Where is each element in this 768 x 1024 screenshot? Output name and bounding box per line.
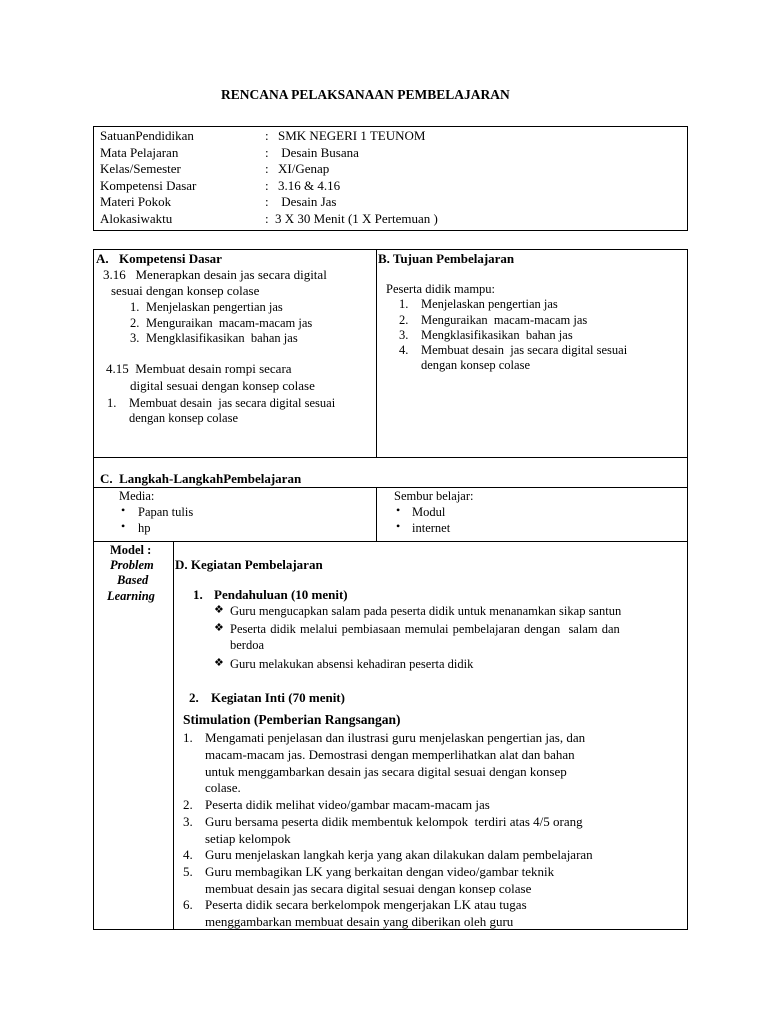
kd1-line2: sesuai dengan konsep colase — [111, 283, 260, 298]
identity-separator: : — [265, 194, 269, 209]
model-line2: Based — [117, 573, 149, 587]
stimulation-heading: Stimulation (Pemberian Rangsangan) — [183, 712, 401, 727]
sumber-label: Sembur belajar: — [394, 489, 474, 503]
identity-separator: : — [265, 211, 269, 226]
identity-label: Kompetensi Dasar — [100, 178, 197, 193]
bullet-icon: • — [396, 519, 401, 533]
identity-separator: : — [265, 161, 269, 176]
step-line: membuat desain jas secara digital sesuai dengan konsep colase — [205, 881, 532, 896]
inti-heading: Kegiatan Inti (70 menit) — [211, 690, 345, 705]
diamond-bullet-icon: ❖ — [214, 657, 224, 669]
identity-label: SatuanPendidikan — [100, 128, 194, 143]
step-line: untuk menggambarkan desain jas secara digital sesuai dengan konsep — [205, 764, 567, 779]
identity-value: 3 X 30 Menit (1 X Pertemuan ) — [275, 211, 438, 226]
bullet-icon: • — [396, 503, 401, 517]
kd2-item-num: 1. — [107, 396, 117, 410]
identity-value: 3.16 & 4.16 — [278, 178, 341, 193]
divider-row2 — [93, 487, 688, 488]
pendahuluan-heading: Pendahuluan (10 menit) — [214, 587, 348, 602]
identity-label: Materi Pokok — [100, 194, 172, 209]
media-label: Media: — [119, 489, 155, 503]
tujuan-item: Membuat desain jas secara digital sesuai — [421, 343, 628, 357]
identity-value: Desain Jas — [278, 194, 337, 209]
kd1-item: Mengklasifikasikan bahan jas — [146, 331, 298, 345]
model-line1: Problem — [110, 558, 154, 572]
media-item: hp — [138, 521, 151, 535]
tujuan-item: Mengklasifikasikan bahan jas — [421, 328, 573, 342]
step-line: Guru membagikan LK yang berkaitan dengan video/gambar teknik — [205, 864, 555, 879]
diamond-bullet-icon: ❖ — [214, 604, 224, 616]
tujuan-item-num: 1. — [399, 297, 409, 311]
kd1-line1: 3.16 Menerapkan desain jas secara digital — [103, 267, 327, 282]
tujuan-item-line2: dengan konsep colase — [421, 358, 530, 372]
step-num: 3. — [183, 814, 193, 829]
kd1-item: Menguraikan macam-macam jas — [146, 316, 313, 330]
sumber-item: internet — [412, 521, 451, 535]
model-label: Model : — [110, 543, 152, 557]
tujuan-intro: Peserta didik mampu: — [386, 282, 496, 296]
tujuan-item-num: 3. — [399, 328, 409, 342]
pendahuluan-item-line2: berdoa — [230, 638, 265, 652]
kd2-item-line2: dengan konsep colase — [129, 411, 238, 425]
bullet-icon: • — [121, 503, 126, 517]
identity-separator: : — [265, 145, 269, 160]
step-line: menggambarkan membuat desain yang diberikan oleh guru — [205, 914, 514, 929]
section-a-heading: Kompetensi Dasar — [119, 251, 222, 266]
step-num: 2. — [183, 797, 193, 812]
kd1-item-num: 3. — [130, 331, 140, 345]
kd2-line1: 4.15 Membuat desain rompi secara — [106, 361, 292, 376]
identity-separator: : — [265, 128, 269, 143]
step-num: 6. — [183, 897, 193, 912]
divider-model — [173, 541, 174, 930]
divider-media — [376, 487, 377, 541]
kd1-item: Menjelaskan pengertian jas — [146, 300, 283, 314]
pendahuluan-item: Guru mengucapkan salam pada peserta didik untuk menanamkan sikap santun — [230, 604, 622, 618]
identity-value: XI/Genap — [278, 161, 330, 176]
divider-row3 — [93, 541, 688, 542]
divider-ab — [376, 249, 377, 457]
kd1-item-num: 2. — [130, 316, 140, 330]
tujuan-item-num: 2. — [399, 313, 409, 327]
bullet-icon: • — [121, 519, 126, 533]
step-line: setiap kelompok — [205, 831, 291, 846]
media-item: Papan tulis — [138, 505, 194, 519]
section-c-heading: C. Langkah-LangkahPembelajaran — [100, 471, 302, 486]
pendahuluan-item: Guru melakukan absensi kehadiran peserta didik — [230, 657, 474, 671]
identity-label: Alokasiwaktu — [100, 211, 173, 226]
identity-separator: : — [265, 178, 269, 193]
section-b-heading: B. Tujuan Pembelajaran — [378, 251, 515, 266]
kd1-item-num: 1. — [130, 300, 140, 314]
page-title: RENCANA PELAKSANAAN PEMBELAJARAN — [221, 87, 510, 102]
pendahuluan-num: 1. — [193, 587, 203, 602]
step-num: 4. — [183, 847, 193, 862]
step-line: Guru menjelaskan langkah kerja yang akan dilakukan dalam pembelajaran — [205, 847, 593, 862]
identity-label: Kelas/Semester — [100, 161, 181, 176]
pendahuluan-item: Peserta didik melalui pembiasaan memulai pembelajaran dengan salam dan — [230, 622, 620, 636]
divider-row1 — [93, 457, 688, 458]
kd2-item-line1: Membuat desain jas secara digital sesuai — [129, 396, 336, 410]
step-num: 5. — [183, 864, 193, 879]
inti-num: 2. — [189, 690, 199, 705]
diamond-bullet-icon: ❖ — [214, 622, 224, 634]
model-line3: Learning — [107, 589, 155, 603]
step-line: Guru bersama peserta didik membentuk kelompok terdiri atas 4/5 orang — [205, 814, 583, 829]
section-d-heading: D. Kegiatan Pembelajaran — [175, 557, 323, 572]
identity-label: Mata Pelajaran — [100, 145, 179, 160]
sumber-item: Modul — [412, 505, 446, 519]
step-line: Mengamati penjelasan dan ilustrasi guru menjelaskan pengertian jas, dan — [205, 730, 586, 745]
step-line: colase. — [205, 780, 241, 795]
section-a-letter: A. — [96, 251, 109, 266]
identity-value: SMK NEGERI 1 TEUNOM — [278, 128, 426, 143]
tujuan-item: Menguraikan macam-macam jas — [421, 313, 588, 327]
step-line: macam-macam jas. Demostrasi dengan memperlihatkan alat dan bahan — [205, 747, 575, 762]
identity-value: Desain Busana — [278, 145, 359, 160]
kd2-line2: digital sesuai dengan konsep colase — [130, 378, 315, 393]
tujuan-item-num: 4. — [399, 343, 409, 357]
tujuan-item: Menjelaskan pengertian jas — [421, 297, 558, 311]
step-num: 1. — [183, 730, 193, 745]
step-line: Peserta didik secara berkelompok mengerjakan LK atau tugas — [205, 897, 527, 912]
step-line: Peserta didik melihat video/gambar macam-macam jas — [205, 797, 490, 812]
